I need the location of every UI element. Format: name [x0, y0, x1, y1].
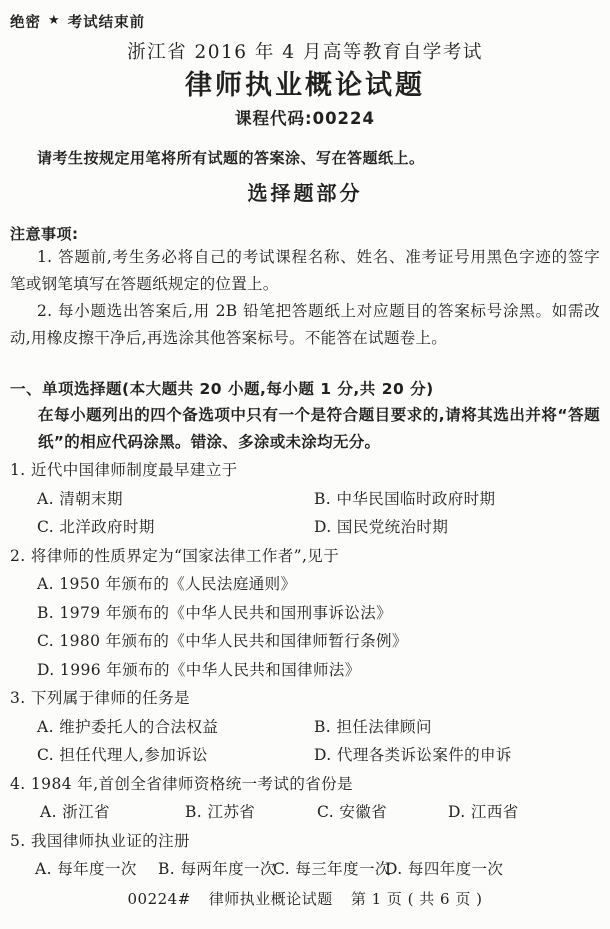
question-1-option-a: A. 清朝末期	[37, 489, 123, 508]
question-5-option-d: D. 每四年度一次	[385, 860, 504, 878]
question-1-option-b: B. 中华民国临时政府时期	[314, 489, 496, 508]
question-5-options	[10, 855, 600, 884]
question-3-option-b: B. 担任法律顾问	[314, 717, 432, 736]
page-footer	[10, 889, 600, 909]
question-5-stem: 5. 我国律师执业证的注册	[10, 831, 190, 850]
answer-sheet-notice: 请考生按规定用笔将所有试题的答案涂、写在答题纸上。	[37, 149, 425, 167]
question-1-stem: 1. 近代中国律师制度最早建立于	[10, 461, 238, 479]
question-4-option-c: C. 安徽省	[317, 803, 388, 821]
question-4-options	[10, 798, 600, 827]
exam-timing-label: 考试结束前	[67, 14, 146, 31]
question-list	[10, 456, 600, 884]
section-title: 选择题部分	[247, 181, 363, 205]
question-1-option-d: D. 国民党统治时期	[314, 518, 449, 536]
question-2-stem: 2. 将律师的性质界定为“国家法律工作者”,见于	[10, 546, 340, 565]
question-1-option-c: C. 北洋政府时期	[37, 518, 155, 536]
question-2	[10, 542, 600, 685]
question-3-option-a: A. 维护委托人的合法权益	[37, 717, 219, 736]
question-3-options	[10, 713, 600, 770]
question-1-options	[10, 485, 600, 542]
footer-course-code: 00224#	[127, 889, 191, 908]
question-5-option-a: A. 每年度一次	[35, 860, 137, 878]
question-4-option-d: D. 江西省	[448, 803, 519, 821]
question-2-option-c: C. 1980 年颁布的《中华人民共和国律师暂行条例》	[37, 632, 408, 650]
footer-page-number: 第 1 页 ( 共 6 页 )	[350, 889, 483, 908]
part-one-instructions: 在每小题列出的四个备选项中只有一个是符合题目要求的,请将其选出并将“答题纸”的相应代码涂黑。错涂、多涂或未涂均无分。	[38, 406, 600, 451]
question-4-option-a: A. 浙江省	[40, 803, 110, 821]
question-2-option-a: A. 1950 年颁布的《人民法庭通则》	[37, 575, 297, 593]
question-5-option-b: B. 每两年度一次	[158, 860, 276, 878]
notes-heading: 注意事项:	[10, 225, 79, 243]
question-3-stem: 3. 下列属于律师的任务是	[10, 689, 190, 707]
classification-label: 绝密	[10, 14, 41, 31]
course-code: 课程代码:00224	[234, 109, 375, 128]
question-5-option-c: C. 每三年度一次	[273, 860, 391, 878]
question-3	[10, 684, 600, 770]
question-2-options	[10, 570, 600, 684]
question-1	[10, 456, 600, 542]
footer-paper-title: 律师执业概论试题	[208, 889, 333, 908]
question-2-option-b: B. 1979 年颁布的《中华人民共和国刑事诉讼法》	[37, 603, 393, 622]
note-2: 2. 每小题选出答案后,用 2B 铅笔把答题纸上对应题目的答案标号涂黑。如需改动,用橡皮擦干净后,再选涂其他答案标号。不能答在试题卷上。	[10, 302, 600, 347]
part-one-heading: 一、单项选择题(本大题共 20 小题,每小题 1 分,共 20 分)	[10, 380, 434, 398]
security-header	[10, 12, 600, 30]
question-3-option-d: D. 代理各类诉讼案件的申诉	[314, 746, 512, 764]
question-4-stem: 4. 1984 年,首创全省律师资格统一考试的省份是	[10, 774, 353, 793]
exam-session-title: 浙江省 2016 年 4 月高等教育自学考试	[127, 42, 483, 63]
question-2-option-d: D. 1996 年颁布的《中华人民共和国律师法》	[37, 660, 361, 679]
note-1: 1. 答题前,考生务必将自己的考试课程名称、姓名、准考证号用黑色字迹的签字笔或钢笔填写在答题纸规定的位置上。	[10, 248, 600, 293]
question-5	[10, 827, 600, 884]
question-4	[10, 770, 600, 827]
star-icon: ★	[48, 13, 61, 28]
paper-title: 律师执业概论试题	[185, 70, 425, 101]
question-3-option-c: C. 担任代理人,参加诉讼	[37, 746, 208, 764]
question-4-option-b: B. 江苏省	[185, 803, 256, 821]
